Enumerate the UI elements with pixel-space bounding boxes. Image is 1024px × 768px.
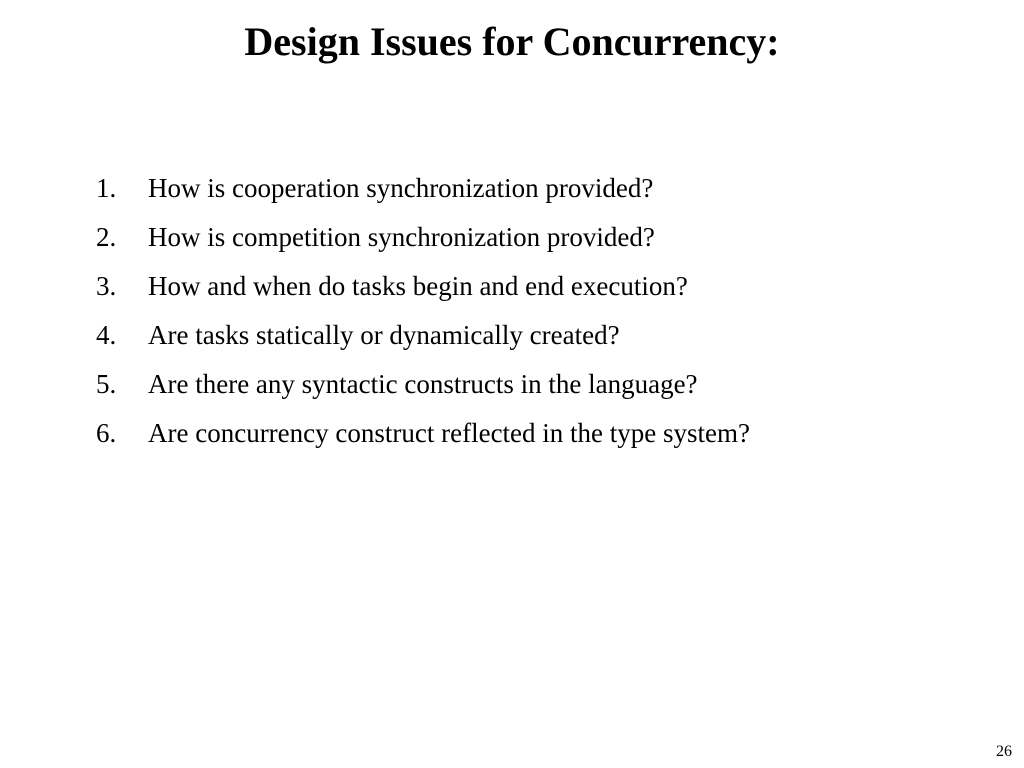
item-number: 4. [96,320,117,350]
item-text: Are tasks statically or dynamically created? [148,320,620,350]
item-text: How is cooperation synchronization provided? [148,173,654,203]
item-text: How is competition synchronization provided? [148,222,655,252]
list-item [96,409,750,458]
list-item [96,360,750,409]
list-item [96,164,750,213]
list-item [96,262,750,311]
question-list [96,164,750,458]
list-item [96,213,750,262]
slide-title: Design Issues for Concurrency: [244,19,780,64]
item-number: 5. [96,369,117,399]
item-number: 1. [96,173,117,203]
item-number: 3. [96,271,117,301]
item-text: Are there any syntactic constructs in the language? [148,369,698,399]
item-number: 6. [96,418,117,448]
list-item [96,311,750,360]
item-text: How and when do tasks begin and end execution? [148,271,688,301]
item-text: Are concurrency construct reflected in the type system? [148,418,750,448]
slide-number: 26 [996,743,1012,760]
item-number: 2. [96,222,117,252]
